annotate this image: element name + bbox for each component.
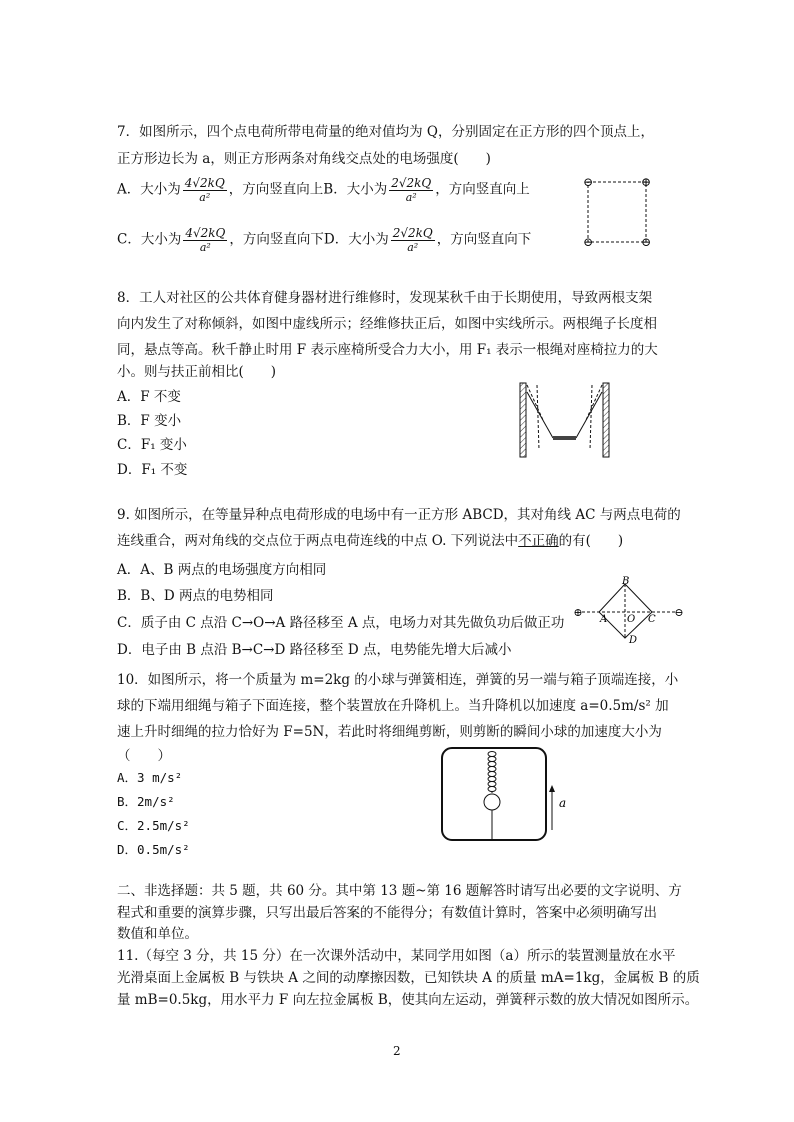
q11-line1: 11.（每空 3 分，共 15 分）在一次课外活动中，某同学用如图（a）所示的装置测量放在水平 xyxy=(117,948,676,964)
q7-option-c-prefix: C．大小为 xyxy=(117,231,182,248)
q7-option-d-fraction xyxy=(391,226,435,254)
section2-line1: 二、非选择题：共 5 题，共 60 分。其中第 13 题~第 16 题解答时请写出必要的文字说明、方 xyxy=(117,883,682,899)
q7-square-charges-figure xyxy=(578,174,658,250)
q9-option-b: B．B、D 两点的电势相同 xyxy=(117,588,274,604)
q9-negative-charge: ⊖ xyxy=(674,606,684,619)
q10-option-b: B．2m/s² xyxy=(117,794,175,809)
q7-option-a-b xyxy=(117,176,530,204)
q7-option-a-prefix: A．大小为 xyxy=(117,181,181,198)
q7-charge-top-left: ⊖ xyxy=(582,175,594,189)
q7-option-d-suffix: ，方向竖直向下 xyxy=(436,231,532,248)
q9-square-field-figure xyxy=(572,576,687,646)
q7-option-b-suffix: ，方向竖直向上 xyxy=(435,181,530,198)
section2-line3: 数值和单位。 xyxy=(117,926,198,942)
q9-label-b: B xyxy=(622,576,630,587)
q7-option-b-numerator: 2√2kQ xyxy=(391,176,432,190)
q9-line1: 9. 如图所示，在等量异种点电荷形成的电场中有一正方形 ABCD，其对角线 AC 与两点电荷的 xyxy=(117,507,681,523)
q9-positive-charge: ⊕ xyxy=(573,606,583,619)
q11-line3: 量 mB=0.5kg，用水平力 F 向左拉金属板 B，使其向左运动，弹簧秤示数的放大情况如图所示。 xyxy=(117,992,699,1008)
q7-option-a-numerator: 4√2kQ xyxy=(184,176,225,190)
q8-option-b: B．F 变小 xyxy=(117,413,182,429)
q9-label-d: D xyxy=(629,635,638,646)
swing-seat-icon xyxy=(553,436,576,440)
q11-line2: 光滑桌面上金属板 B 与铁块 A 之间的动摩擦因数，已知铁块 A 的质量 mA=1kg，金属板 B 的质 xyxy=(117,970,700,986)
q10-option-a: A．3 m/s² xyxy=(117,770,183,785)
q7-option-c-d xyxy=(117,226,531,254)
q9-label-o: O xyxy=(627,614,636,625)
spring-icon xyxy=(488,752,496,794)
right-post-icon xyxy=(603,383,609,457)
q7-charge-top-right: ⊕ xyxy=(640,175,652,189)
q7-option-b-denominator: a² xyxy=(405,191,417,204)
q7-option-a-denominator: a² xyxy=(199,191,211,204)
q7-option-c-suffix: ，方向竖直向下 xyxy=(229,231,324,248)
q10-option-d: D．0.5m/s² xyxy=(117,842,190,857)
q10-line3: 速上升时细绳的拉力恰好为 F=5N，若此时将细绳剪断，则剪断的瞬间小球的加速度大小为 xyxy=(117,724,662,740)
q7-charge-bottom-left: ⊖ xyxy=(582,235,594,249)
q9-line2-part1: 连线重合，两对角线的交点位于两点电荷连线的中点 O. 下列说法中 xyxy=(117,533,519,549)
left-post-icon xyxy=(520,383,526,457)
q9-option-a: A．A、B 两点的电场强度方向相同 xyxy=(117,562,327,578)
q7-option-d-denominator: a² xyxy=(407,241,419,254)
q8-swing-figure xyxy=(515,380,615,458)
q8-line1: 8．工人对社区的公共体育健身器材进行维修时，发现某秋千由于长期使用，导致两根支架 xyxy=(117,290,653,306)
page-number: 2 xyxy=(393,1044,401,1058)
q7-line2: 正方形边长为 a，则正方形两条对角线交点处的电场强度( ) xyxy=(117,151,491,167)
q10-line4: （ ） xyxy=(117,748,171,764)
q8-option-c: C．F₁ 变小 xyxy=(117,437,187,453)
q7-option-c-denominator: a² xyxy=(199,241,211,254)
q8-line4: 小。则与扶正前相比( ) xyxy=(117,364,277,380)
q7-option-b-fraction xyxy=(389,176,433,204)
q7-charge-bottom-right: ⊖ xyxy=(640,235,652,249)
q7-option-a-fraction xyxy=(183,176,227,204)
q9-label-c: C xyxy=(648,614,656,625)
q10-line1: 10．如图所示，将一个质量为 m=2kg 的小球与弹簧相连，弹簧的另一端与箱子顶端连接，小 xyxy=(117,672,679,688)
q9-option-c: C．质子由 C 点沿 C→O→A 路径移至 A 点，电场力对其先做负功后做正功 xyxy=(117,615,565,631)
q7-option-c-fraction xyxy=(183,226,227,254)
q10-box-spring-figure xyxy=(436,745,576,843)
q8-line3: 同，悬点等高。秋千静止时用 F 表示座椅所受合力大小，用 F₁ 表示一根绳对座椅拉力的大 xyxy=(117,342,658,358)
q7-option-c-numerator: 4√2kQ xyxy=(185,226,226,240)
q10-option-c: C．2.5m/s² xyxy=(117,818,190,833)
section2-line2: 程式和重要的演算步骤，只写出最后答案的不能得分；有数值计算时，答案中必须明确写出 xyxy=(117,905,657,921)
q8-line2: 向内发生了对称倾斜，如图中虚线所示；经维修扶正后，如图中实线所示。两根绳子长度相 xyxy=(117,316,657,332)
q9-option-d: D．电子由 B 点沿 B→C→D 路径移至 D 点，电势能先增大后减小 xyxy=(117,642,512,658)
q10-line2: 球的下端用细绳与箱子下面连接，整个装置放在升降机上。当升降机以加速度 a=0.5m/s² 加 xyxy=(117,698,669,714)
q7-option-a-suffix: ，方向竖直向上 xyxy=(228,181,324,198)
q7-option-d-prefix: D．大小为 xyxy=(323,231,389,248)
q7-line1: 7．如图所示，四个点电荷所带电荷量的绝对值均为 Q，分别固定在正方形的四个顶点上， xyxy=(117,124,654,140)
q9-line2 xyxy=(117,529,623,549)
q9-line2-part2: 的有( ) xyxy=(558,533,624,549)
up-arrow-icon xyxy=(549,785,555,792)
q9-label-a: A xyxy=(600,614,608,625)
q8-option-d: D．F₁ 不变 xyxy=(117,462,188,478)
q7-option-b-prefix: B．大小为 xyxy=(323,181,388,198)
ball-icon xyxy=(484,794,500,810)
acceleration-label: a xyxy=(559,796,567,810)
q9-line2-underlined: 不正确 xyxy=(518,533,559,549)
q7-option-d-numerator: 2√2kQ xyxy=(392,226,433,240)
q8-option-a: A．F 不变 xyxy=(117,389,181,405)
